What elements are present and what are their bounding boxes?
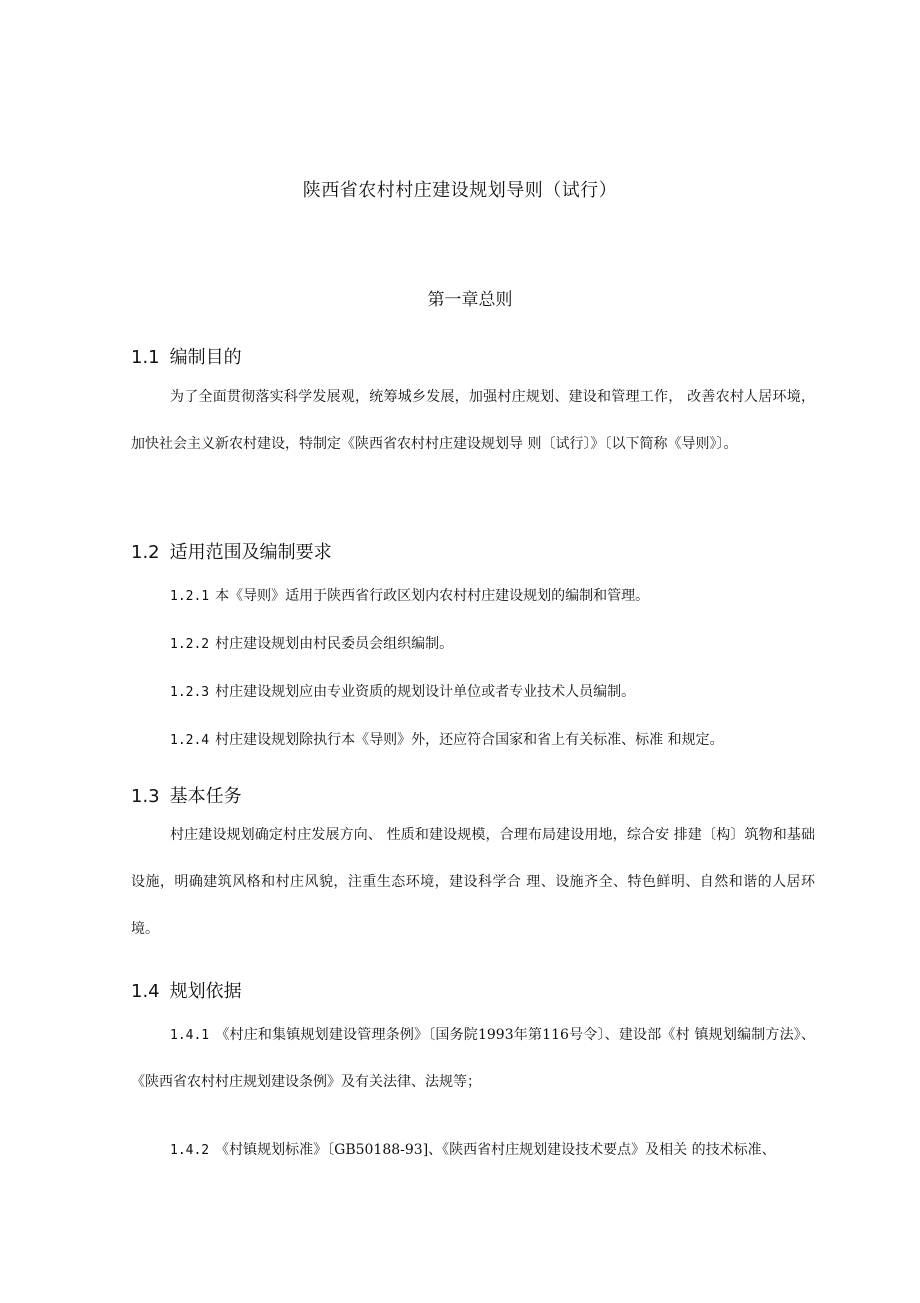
clause-text: 《村镇规划标准》〔GB50188-93]、《陕西省村庄规划建设技术要点》及相关 的技术标准、 [215, 1142, 776, 1158]
clause-text: 村庄建设规划应由专业资质的规划设计单位或者专业技术人员编制。 [215, 684, 636, 700]
clause-text: 村庄建设规划除执行本《导则》外，还应符合国家和省上有关标准、标准 和规定。 [215, 732, 724, 748]
clause-1-4-2 [170, 1139, 820, 1159]
clause-number: 1.4.2 [170, 1143, 210, 1158]
clause-text: 《村庄和集镇规划建设管理条例》〔国务院1993年第116号令〕、建设部《村 镇规划编制方法》、《陕西省农村村庄规划建设条例》及有关法律、法规等； [131, 1027, 815, 1090]
section-heading-1-3 [131, 782, 242, 808]
clause-number: 1.2.3 [170, 685, 210, 700]
clause-1-2-2 [170, 633, 820, 653]
section-heading-1-1 [131, 343, 242, 369]
clause-number: 1.4.1 [170, 1028, 210, 1043]
chapter-title: 第一章总则 [427, 290, 513, 310]
section-paragraph-1-1: 为了全面贯彻落实科学发展观，统筹城乡发展，加强村庄规划、建设和管理工作， 改善农村人居环境，加快社会主义新农村建设，特制定《陕西省农村村庄建设规划导 则〔试行〕》〔以下简称《导则》〕。 [131, 389, 815, 452]
section-number: 1.4 [131, 981, 160, 1002]
section-number: 1.1 [131, 347, 160, 368]
section-title: 基本任务 [169, 786, 242, 807]
clause-1-4-1 [131, 1012, 815, 1106]
clause-1-2-4 [170, 729, 820, 749]
section-heading-1-2 [131, 538, 332, 564]
section-number: 1.3 [131, 786, 160, 807]
section-title: 规划依据 [169, 981, 242, 1002]
section-title: 适用范围及编制要求 [169, 542, 332, 563]
clause-text: 村庄建设规划由村民委员会组织编制。 [215, 636, 454, 652]
clause-1-2-3 [170, 681, 820, 701]
clause-1-2-1 [170, 585, 820, 605]
section-title: 编制目的 [169, 347, 242, 368]
section-heading-1-4 [131, 977, 242, 1003]
clause-number: 1.2.2 [170, 637, 210, 652]
clause-number: 1.2.1 [170, 589, 210, 604]
clause-number: 1.2.4 [170, 733, 210, 748]
section-paragraph-1-3: 村庄建设规划确定村庄发展方向、 性质和建设规模，合理布局建设用地，综合安 排建〔构〕筑物和基础设施，明确建筑风格和村庄风貌，注重生态环境，建设科学合 理、设施齐全、特色鲜明、自然和谐的人居环境。 [131, 827, 815, 937]
section-number: 1.2 [131, 542, 160, 563]
clause-text: 本《导则》适用于陕西省行政区划内农村村庄建设规划的编制和管理。 [215, 588, 650, 604]
document-title: 陕西省农村村庄建设规划导则（试行） [302, 180, 618, 201]
